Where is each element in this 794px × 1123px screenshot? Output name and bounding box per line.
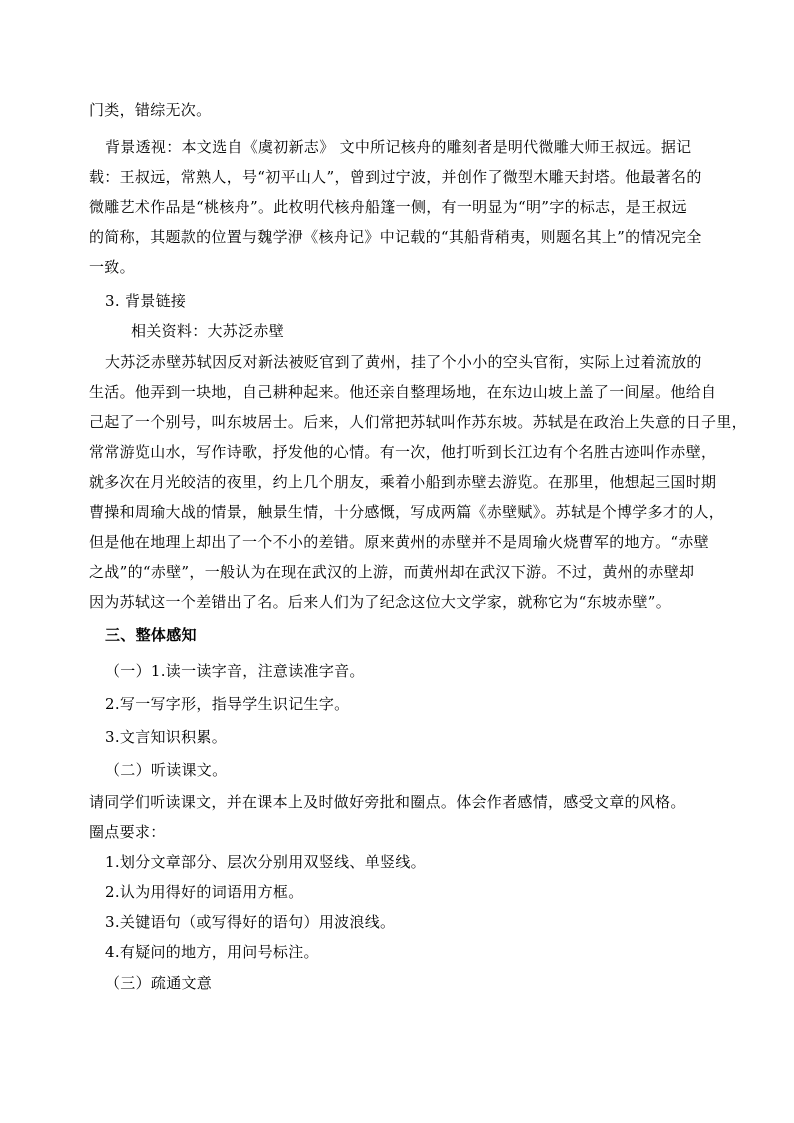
related-material-title: 相关资料：大苏泛赤壁 <box>131 322 285 340</box>
text-line-16: 之战”的“赤壁”，一般认为在现在武汉的上游，而黄州却在武汉下游。不过，黄州的赤壁却 <box>89 563 695 581</box>
text-line-28: 4.有疑问的地方，用问号标注。 <box>105 943 319 961</box>
text-line-14: 曹操和周瑜大战的情景，触景生情，十分感慨，写成两篇《赤壁赋》。苏轼是个博学多才的人， <box>89 503 725 521</box>
text-line-29: （三）疏通文意 <box>105 974 213 992</box>
text-line-2: 背景透视：本文选自《虞初新志》 文中所记核舟的雕刻者是明代微雕大师王叔远。据记 <box>105 138 692 156</box>
text-line-19: （一）1.读一读字音，注意读准字音。 <box>105 662 365 680</box>
section-heading-background-link: 3. 背景链接 <box>105 292 187 310</box>
text-line-13: 就多次在月光皎洁的夜里，约上几个朋友，乘着小船到赤壁去游览。在那里，他想起三国时期 <box>89 473 717 491</box>
text-line-10: 生活。他弄到一块地，自己耕种起来。他还亲自整理场地，在东边山坡上盖了一间屋。他给自 <box>89 383 717 401</box>
text-line-5: 的简称，其题款的位置与魏学洢《核舟记》中记载的“其船背稍夷，则题名其上”的情况完全 <box>89 228 702 246</box>
text-line-1: 门类，错综无次。 <box>89 101 212 119</box>
text-line-27: 3.关键语句（或写得好的语句）用波浪线。 <box>105 913 396 931</box>
text-line-12: 常常游览山水，写作诗歌，抒发他的心情。有一次，他打听到长江边有个名胜古迹叫作赤壁， <box>89 443 717 461</box>
text-line-24: 圈点要求： <box>89 823 166 841</box>
text-line-23: 请同学们听读课文，并在课本上及时做好旁批和圈点。体会作者感情，感受文章的风格。 <box>89 793 686 811</box>
text-line-4: 微雕艺术作品是“桃核舟”。此枚明代核舟船篷一侧，有一明显为“明”字的标志，是王叔远 <box>89 198 687 216</box>
text-line-6: 一致。 <box>89 258 135 276</box>
text-line-26: 2.认为用得好的词语用方框。 <box>105 883 304 901</box>
text-line-9: 大苏泛赤壁苏轼因反对新法被贬官到了黄州，挂了个小小的空头官衔，实际上过着流放的 <box>105 353 702 371</box>
text-line-21: 3.文言知识积累。 <box>105 728 228 746</box>
text-line-17: 因为苏轼这一个差错出了名。后来人们为了纪念这位大文学家，就称它为“东坡赤壁”。 <box>89 593 672 611</box>
text-line-25: 1.划分文章部分、层次分别用双竖线、单竖线。 <box>105 853 426 871</box>
text-line-3: 载：王叔远，常熟人，号“初平山人”，曾到过宁波，并创作了微型木雕天封塔。他最著名的 <box>89 168 702 186</box>
text-line-22: （二）听读课文。 <box>105 761 228 779</box>
text-line-15: 但是他在地理上却出了一个不小的差错。原来黄州的赤壁并不是周瑜火烧曹军的地方。“赤壁 <box>89 533 709 551</box>
text-line-20: 2.写一写字形，指导学生识记生字。 <box>105 695 350 713</box>
section-heading-overall: 三、整体感知 <box>105 626 197 644</box>
text-line-11: 己起了一个别号，叫东坡居士。后来，人们常把苏轼叫作苏东坡。苏轼是在政治上失意的日子里， <box>89 413 747 431</box>
